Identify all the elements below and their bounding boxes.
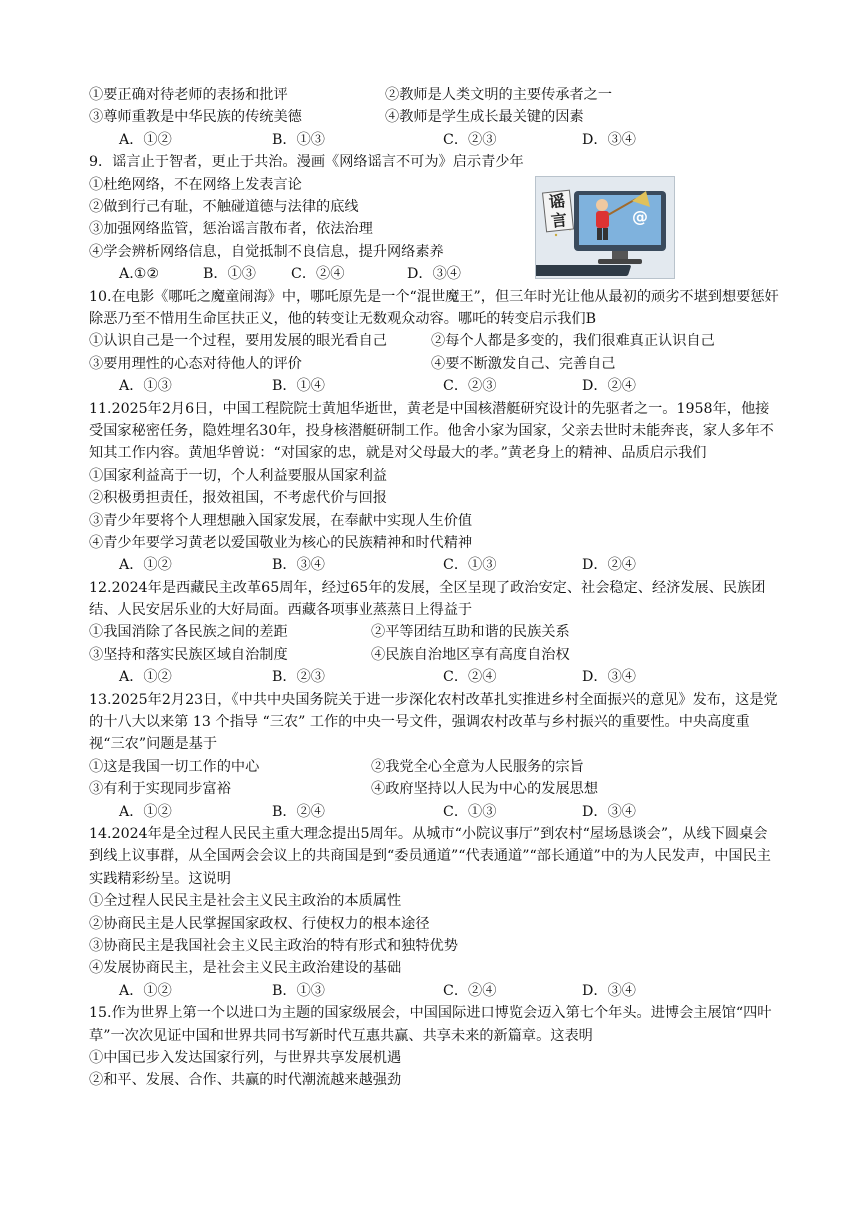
q13-statements-row-2	[89, 778, 779, 800]
q11-option-a[interactable]: A．①②	[119, 557, 172, 574]
q12-statements-row-1	[89, 621, 779, 643]
q10-option-c[interactable]: C．②③	[443, 378, 497, 395]
q8-statement-4: ④教师是学生成长最关键的因素	[385, 109, 584, 126]
q14-option-d[interactable]: D．③④	[582, 982, 636, 999]
q14-statement-3: ③协商民主是我国社会主义民主政治的特有形式和独特优势	[89, 938, 458, 955]
q13-statement-1: ①这是我国一切工作的中心	[89, 758, 260, 775]
q9-statement-4: ④学会辨析网络信息，自觉抵制不良信息，提升网络素养	[89, 243, 444, 260]
q12-statement-3: ③坚持和落实民族区域自治制度	[89, 646, 288, 663]
q11-option-b[interactable]: B．③④	[272, 557, 325, 574]
q13-statement-4: ④政府坚持以人民为中心的发展思想	[371, 781, 599, 798]
exam-page	[89, 84, 779, 1092]
q8-option-a[interactable]: A．①②	[119, 131, 172, 148]
q12-option-d[interactable]: D．③④	[582, 669, 636, 686]
q9-option-a[interactable]: A.①②	[119, 266, 160, 283]
q14-option-b[interactable]: B．①③	[272, 982, 325, 999]
q9-option-b[interactable]: B．①③	[203, 266, 256, 283]
q12-option-a[interactable]: A．①②	[119, 669, 172, 686]
q15-statement-1: ①中国已步入发达国家行列，与世界共享发展机遇	[89, 1050, 402, 1067]
q10-option-d[interactable]: D．②④	[582, 378, 636, 395]
q10-option-a[interactable]: A．①③	[119, 378, 172, 395]
q10-options	[89, 375, 779, 397]
q8-option-d[interactable]: D．③④	[582, 131, 636, 148]
q11-statement-2: ②积极勇担责任，报效祖国，不考虑代价与回报	[89, 490, 387, 507]
q9-stem: 9．谣言止于智者，更止于共治。漫画《网络谣言不可为》启示青少年	[89, 154, 524, 171]
q14-stem: 14.2024年是全过程人民民主重大理念提出5周年。从城市“小院议事厅”到农村“屋场恳谈会”，从线下圆桌会到线上议事群，从全国两会会议上的共商国是到“委员通道”“代表通道”“部长通道”中的为人民发声，中国民主实践精彩纷呈。这说明	[89, 826, 771, 887]
q13-statements-row-1	[89, 756, 779, 778]
q11-stem: 11.2025年2月6日，中国工程院院士黄旭华逝世，黄老是中国核潜艇研究设计的先驱者之一。1958年，他接受国家秘密任务，隐姓埋名30年，投身核潜艇研制工作。他舍小家为国家，父亲去世时未能奔丧，家人多年不知其工作内容。黄旭华曾说：“对国家的忠，就是对父母最大的孝。”黄老身上的精神、品质启示我们	[89, 400, 774, 462]
q14-statement-2: ②协商民主是人民掌握国家政权、行使权力的根本途径	[89, 915, 430, 932]
q8-statements-row-1	[89, 84, 779, 106]
q9-statement-1: ①杜绝网络，不在网络上发表言论	[89, 176, 302, 193]
q12-statements-row-2	[89, 644, 779, 666]
q11-statement-4: ④青少年要学习黄老以爱国敬业为核心的民族精神和时代精神	[89, 534, 473, 551]
q15-stem: 15.作为世界上第一个以进口为主题的国家级展会，中国国际进口博览会迈入第七个年头。进博会主展馆“四叶草”一次次见证中国和世界共同书写新时代互惠共赢、共享未来的新篇章。这表明	[89, 1005, 772, 1044]
q8-statement-3: ③尊师重教是中华民族的传统美德	[89, 109, 302, 126]
q8-statement-1: ①要正确对待老师的表扬和批评	[89, 87, 288, 103]
q8-option-c[interactable]: C．②③	[443, 131, 497, 148]
q10-option-b[interactable]: B．①④	[272, 378, 325, 395]
q11-options	[89, 554, 779, 576]
q10-statement-3: ③要用理性的心态对待他人的评价	[89, 355, 302, 372]
cartoon-rumor-label: 谣言	[542, 190, 574, 233]
q13-options	[89, 801, 779, 823]
q13-option-d[interactable]: D．③④	[582, 803, 636, 820]
q12-statement-1: ①我国消除了各民族之间的差距	[89, 624, 288, 641]
q14-statement-4: ④发展协商民主，是社会主义民主政治建设的基础	[89, 960, 402, 977]
q9-options	[89, 263, 779, 285]
q10-stem: 10.在电影《哪吒之魔童闹海》中，哪吒原先是一个“混世魔王”，但三年时光让他从最初的顽劣不堪到想要惩奸除恶乃至不惜用生命匡扶正义，他的转变让无数观众动容。哪吒的转变启示我们B	[89, 288, 779, 327]
q12-stem: 12.2024年是西藏民主改革65周年，经过65年的发展，全区呈现了政治安定、社会稳定、经济发展、民族团结、人民安居乐业的大好局面。西藏各项事业蒸蒸日上得益于	[89, 579, 766, 619]
q12-option-b[interactable]: B．②③	[272, 669, 325, 686]
q15-statement-2: ②和平、发展、合作、共赢的时代潮流越来越强劲	[89, 1072, 402, 1089]
q10-statements-row-2	[89, 353, 779, 375]
q12-statement-4: ④民族自治地区享有高度自治权	[371, 646, 570, 663]
q9-option-d[interactable]: D．③④	[407, 266, 461, 283]
q13-option-b[interactable]: B．②④	[272, 803, 325, 820]
q10-statements-row-1	[89, 330, 779, 352]
q12-options	[89, 666, 779, 688]
at-symbol-icon: @	[632, 207, 648, 226]
q11-option-d[interactable]: D．②④	[582, 557, 636, 574]
q14-option-a[interactable]: A．①②	[119, 982, 172, 999]
q11-option-c[interactable]: C．①③	[443, 557, 497, 574]
q13-stem: 13.2025年2月23日，《中共中央国务院关于进一步深化农村改革扎实推进乡村全面振兴的意见》发布，这是党的十八大以来第 13 个指导 “三农” 工作的中央一号文件，强调农村改革与乡村振兴的重要性。中央高度重视“三农”问题是基于	[89, 691, 778, 753]
q9-option-c[interactable]: C．②④	[291, 266, 345, 283]
q8-option-b[interactable]: B．①③	[272, 131, 325, 148]
q12-statement-2: ②平等团结互助和谐的民族关系	[371, 624, 570, 641]
q11-statement-3: ③青少年要将个人理想融入国家发展，在奉献中实现人生价值	[89, 512, 473, 529]
q11-statement-1: ①国家利益高于一切，个人利益要服从国家利益	[89, 467, 387, 484]
q13-statement-2: ②我党全心全意为人民服务的宗旨	[371, 758, 584, 775]
q9-statement-2: ②做到行己有耻，不触碰道德与法律的底线	[89, 198, 359, 215]
q8-options	[89, 129, 779, 151]
q14-option-c[interactable]: C．②④	[443, 982, 497, 999]
q9-statement-3: ③加强网络监管，惩治谣言散布者，依法治理	[89, 221, 373, 238]
q13-option-a[interactable]: A．①②	[119, 803, 172, 820]
q9-cartoon-image	[535, 176, 675, 279]
q13-option-c[interactable]: C．①③	[443, 803, 497, 820]
q14-statement-1: ①全过程人民民主是社会主义民主政治的本质属性	[89, 893, 402, 910]
q13-statement-3: ③有利于实现同步富裕	[89, 781, 231, 798]
q10-statement-4: ④要不断激发自己、完善自己	[431, 355, 616, 372]
q10-statement-1: ①认识自己是一个过程，要用发展的眼光看自己	[89, 333, 387, 350]
q12-option-c[interactable]: C．②④	[443, 669, 497, 686]
q8-statements-row-2	[89, 106, 779, 128]
q10-statement-2: ②每个人都是多变的，我们很难真正认识自己	[431, 333, 715, 350]
q8-statement-2: ②教师是人类文明的主要传承者之一	[385, 87, 613, 103]
q14-options	[89, 980, 779, 1002]
